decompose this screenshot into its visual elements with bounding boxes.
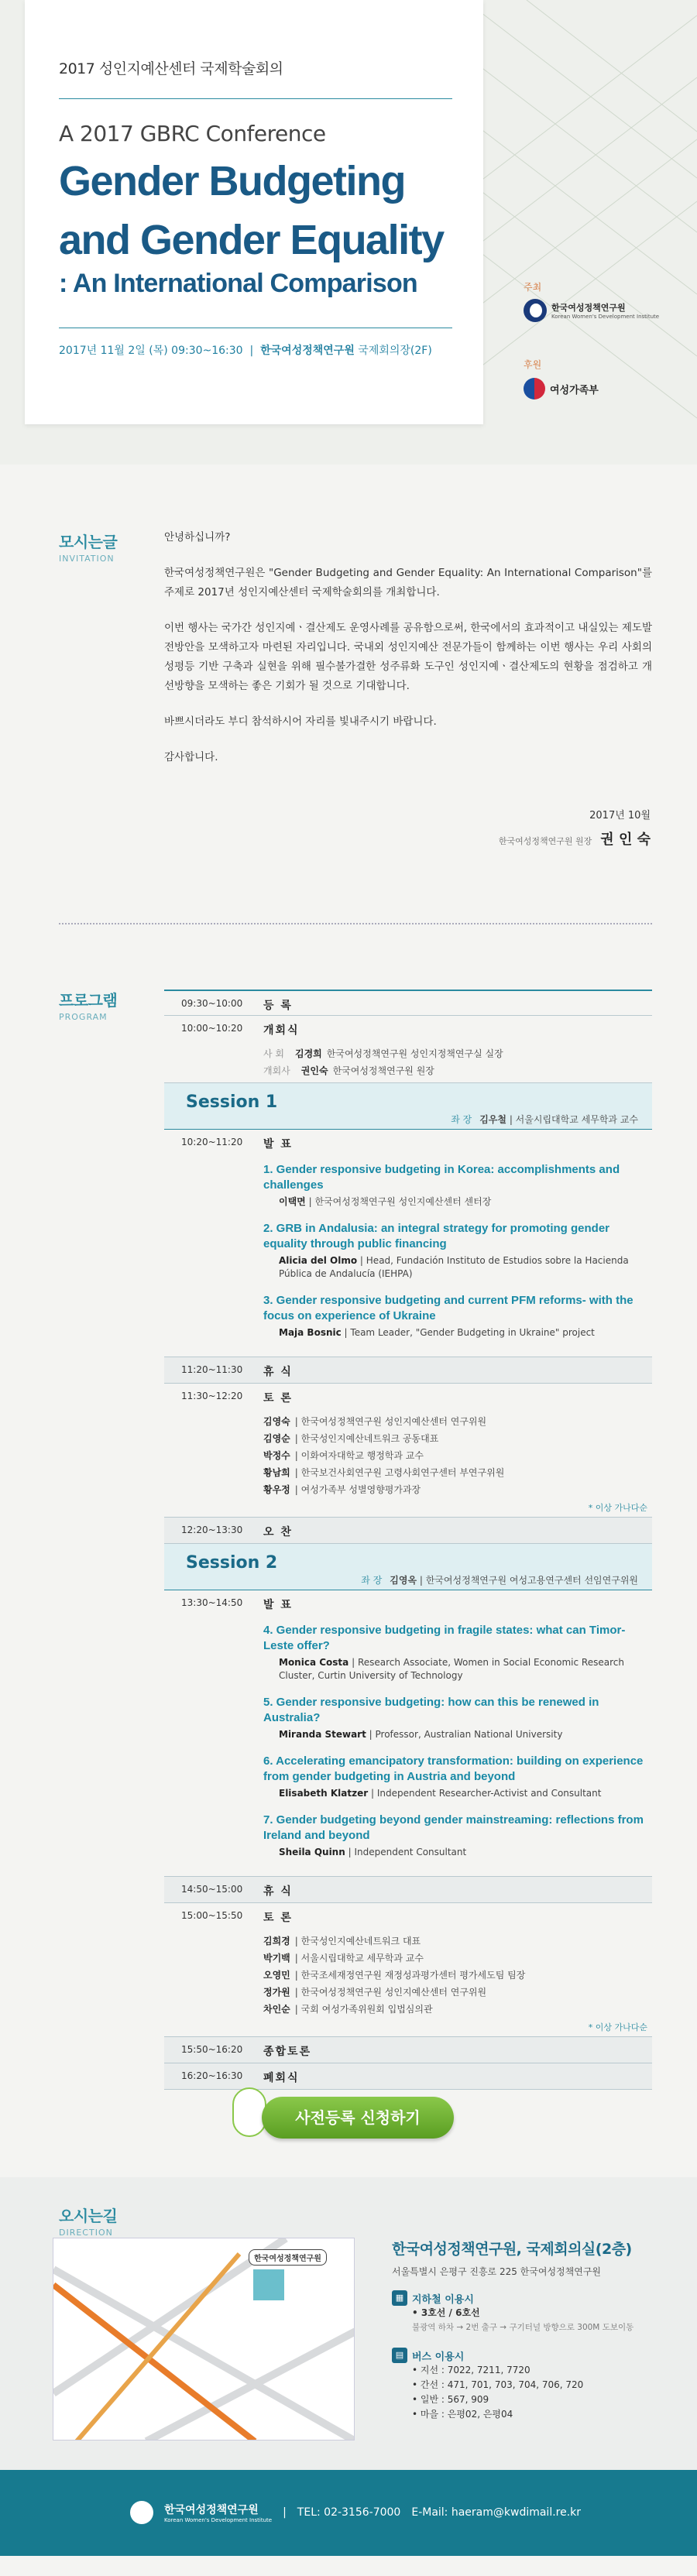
row-time: 10:20~11:20 — [181, 1137, 243, 1147]
person-name: 황남희 — [263, 1467, 290, 1478]
footer — [0, 2470, 697, 2556]
chair-affiliation: 서울시립대학교 세무학과 교수 — [515, 1114, 638, 1125]
paragraph-4: 감사합니다. — [164, 751, 218, 763]
bus-block — [392, 2348, 655, 2422]
program-section — [0, 926, 697, 2177]
separator: | — [283, 2506, 287, 2519]
hero-section — [0, 0, 697, 465]
row-time: 11:20~11:30 — [181, 1364, 243, 1375]
speaker-affiliation: 한국여성정책연구원 성인지예산센터 센터장 — [314, 1196, 492, 1207]
person-affiliation: 한국보건사회연구원 고령사회연구센터 부연구위원 — [300, 1467, 505, 1478]
talk-title: 4. Gender responsive budgeting in fragile states: what can Timor-Leste offer? — [263, 1624, 626, 1652]
direction-info — [392, 2238, 655, 2422]
person-name: 김경희 — [295, 1048, 322, 1059]
person-affiliation: 이화여자대학교 행정학과 교수 — [300, 1450, 424, 1461]
kwdi-logo-icon — [524, 299, 547, 322]
program-row — [164, 1903, 652, 1929]
discussant-row — [263, 1447, 652, 1464]
talk-title: 2. GRB in Andalusia: an integral strategy for promoting gender equality through public financing — [263, 1222, 609, 1250]
program-label — [59, 988, 117, 1022]
label-ko: 모시는글 — [59, 533, 118, 551]
paragraph-1: 한국여성정책연구원은 "Gender Budgeting and Gender Equality: An International Comparison"를 주제로 2017년 성인지예산센터 국제학술회의를 개최합니다. — [164, 567, 652, 599]
speaker-name: Alicia del Olmo — [279, 1255, 358, 1266]
person-affiliation: 한국여성정책연구원 원장 — [332, 1065, 434, 1076]
session-2-talks — [164, 1617, 652, 1877]
person-affiliation: 서울시립대학교 세무학과 교수 — [300, 1953, 424, 1964]
invitation-section — [0, 465, 697, 926]
speaker-name: Sheila Quinn — [279, 1847, 345, 1857]
discussant-row — [263, 1950, 652, 1967]
separator: | — [294, 1936, 301, 1947]
speaker-affiliation: Independent Consultant — [354, 1847, 467, 1857]
row-time: 14:50~15:00 — [181, 1884, 243, 1895]
hero-subtitle: 2017 성인지예산센터 국제학술회의 — [59, 60, 283, 77]
hero-eng-subtitle: A 2017 GBRC Conference — [59, 121, 326, 146]
paragraph-3: 바쁘시더라도 부디 참석하시어 자리를 빛내주시기 바랍니다. — [164, 715, 437, 728]
row-time: 15:00~15:50 — [181, 1910, 243, 1921]
session-1-talks — [164, 1156, 652, 1357]
sponsor-label: 후원 — [524, 359, 542, 370]
row-name: 토 론 — [263, 1392, 293, 1405]
program-row — [164, 1357, 652, 1384]
program-row — [164, 1384, 652, 1410]
person-affiliation: 한국성인지예산네트워크 대표 — [300, 1936, 421, 1947]
row-time: 10:00~10:20 — [181, 1023, 243, 1034]
row-name: 토 론 — [263, 1912, 293, 1924]
footer-org-en: Korean Women's Development Institute — [164, 2517, 273, 2523]
speaker-name: 이택면 — [279, 1196, 306, 1207]
direction-section — [0, 2177, 697, 2470]
row-name: 오 찬 — [263, 1526, 293, 1538]
title-line-2: and Gender Equality — [59, 217, 444, 263]
bus-heading: 버스 이용시 — [412, 2351, 465, 2363]
row-name: 폐회식 — [263, 2072, 300, 2084]
subway-heading: 지하철 이용시 — [412, 2293, 474, 2306]
separator: | — [294, 1484, 301, 1495]
person-row — [263, 1045, 652, 1062]
row-time: 13:30~14:50 — [181, 1597, 243, 1608]
bus-icon: ▤ — [392, 2348, 407, 2363]
person-name: 오영민 — [263, 1970, 290, 1981]
session-chair: 좌 장 김우철 | 서울시립대학교 세무학과 교수 — [451, 1114, 638, 1125]
speaker-name: Miranda Stewart — [279, 1729, 366, 1740]
signer-name: 권 인 숙 — [600, 832, 651, 848]
discussant-row — [263, 1464, 652, 1481]
speaker-affiliation: Head, Fundación Instituto de Estudios sobre la Hacienda Pública de Andalucía (IEHPA) — [279, 1255, 629, 1279]
subway-icon: ▦ — [392, 2290, 407, 2306]
footer-org: 한국여성정책연구원 — [164, 2504, 259, 2516]
opening-people — [164, 1042, 652, 1083]
session-title: Session 1 — [186, 1092, 278, 1112]
invitation-body — [164, 528, 652, 784]
subway-detail: 불광역 하차 → 2번 출구 → 구기터널 방향으로 300M 도보이동 — [412, 2323, 634, 2332]
taegeuk-logo-icon — [524, 378, 545, 400]
program-row — [164, 990, 652, 1016]
footer-content — [130, 2501, 581, 2524]
separator: | — [294, 1416, 301, 1427]
letter-date: 2017년 10월 — [589, 810, 651, 822]
talk-title: 5. Gender responsive budgeting: how can this be renewed in Australia? — [263, 1696, 599, 1724]
separator: | — [294, 1467, 301, 1478]
host-sub: Korean Women's Development Institute — [551, 314, 660, 320]
session-title: Session 2 — [186, 1553, 278, 1573]
bus-line: • 간선 : 471, 701, 703, 704, 706, 720 — [412, 2379, 584, 2390]
bus-line: • 일반 : 567, 909 — [412, 2394, 489, 2405]
venue-room: 국제회의장(2F) — [358, 345, 432, 357]
row-name: 개회식 — [263, 1024, 300, 1037]
host-name: 한국여성정책연구원 — [551, 303, 626, 313]
row-time: 12:20~13:30 — [181, 1525, 243, 1535]
person-affiliation: 여성가족부 성별영향평가과장 — [300, 1484, 421, 1495]
row-time: 09:30~10:00 — [181, 998, 243, 1009]
talk-item: 3. Gender responsive budgeting and current PFM reforms- with the focus on experience of Ukraine Maja Bosnic | Team Leader, "Gender Budgeting in Ukraine" project — [263, 1293, 644, 1339]
talk-item: 7. Gender budgeting beyond gender mainstreaming: reflections from Ireland and beyond Sheila Quinn | Independent Consultant — [263, 1813, 644, 1857]
hero-card — [25, 0, 483, 424]
chair-affiliation: 한국여성정책연구원 여성고용연구센터 선임연구위원 — [425, 1575, 638, 1586]
person-affiliation: 한국성인지예산네트워크 공동대표 — [300, 1433, 439, 1444]
kwdi-logo-icon — [130, 2501, 153, 2524]
discussants-1 — [164, 1410, 652, 1501]
chair-tag: 좌 장 — [451, 1114, 472, 1125]
direction-label — [59, 2204, 117, 2238]
program-table — [164, 990, 652, 2090]
speaker-name: Monica Costa — [279, 1657, 349, 1668]
bus-line: • 마을 : 은평02, 은평04 — [412, 2409, 513, 2420]
row-name: 휴 식 — [263, 1885, 293, 1898]
title-line-1: Gender Budgeting — [59, 158, 405, 204]
session-chair: 좌 장 김영옥 | 한국여성정책연구원 여성고용연구센터 선임연구위원 — [361, 1575, 638, 1586]
discussant-row — [263, 1430, 652, 1447]
signer-title: 한국여성정책연구원 원장 — [498, 836, 592, 846]
subway-lines: • 3호선 / 6호선 — [412, 2307, 480, 2318]
person-affiliation: 한국여성정책연구원 성인지정책연구실 실장 — [326, 1048, 503, 1059]
person-affiliation: 국회 여성가족위원회 입법심의관 — [300, 2004, 433, 2015]
talk-item: 1. Gender responsive budgeting in Korea: accomplishments and challenges 이택면 | 한국여성정책연구원 성인지예산센터 센터장 — [263, 1162, 644, 1209]
row-name: 종합토론 — [263, 2046, 312, 2058]
speaker-affiliation: Independent Researcher-Activist and Consultant — [376, 1788, 602, 1799]
talk-title: 7. Gender budgeting beyond gender mainstreaming: reflections from Ireland and beyond — [263, 1813, 644, 1842]
person-affiliation: 한국여성정책연구원 성인지예산센터 연구위원 — [300, 1987, 487, 1998]
discussant-row — [263, 2001, 652, 2018]
register-button[interactable]: 사전등록 신청하기 — [262, 2097, 454, 2139]
speaker-name: Elisabeth Klatzer — [279, 1788, 369, 1799]
person-name: 김희경 — [263, 1936, 290, 1947]
session-1-header — [164, 1083, 652, 1130]
paragraph-2: 이번 행사는 국가간 성인지예ㆍ결산제도 운영사례를 공유함으로써, 한국에서의 효과적이고 내실있는 제도발전방안을 모색하고자 마련된 자리입니다. 국내외 성인지예산 전문가들이 함께하는 이번 행사는 우리 사회의 성평등 기반 구축과 실현을 위해 필수불가결한 성주류화 도구인 성인지예ㆍ결산제도의 현황을 점검하고 개선방향을 모색하는 좋은 기회가 될 것으로 기대합니다. — [164, 622, 652, 692]
row-time: 15:50~16:20 — [181, 2044, 243, 2055]
row-name: 발 표 — [263, 1138, 293, 1151]
chair-tag: 좌 장 — [361, 1575, 383, 1586]
sponsor-name: 여성가족부 — [550, 384, 599, 396]
discussant-row — [263, 1481, 652, 1498]
talk-title: 6. Accelerating emancipatory transformation: building on experience from gender budgeting in Austria and beyond — [263, 1754, 644, 1783]
host-label: 주최 — [524, 282, 542, 293]
role-tag: 개회사 — [263, 1065, 290, 1076]
label-ko: 프로그램 — [59, 991, 118, 1010]
row-name: 등 록 — [263, 1000, 293, 1012]
row-time: 16:20~16:30 — [181, 2070, 243, 2081]
footer-email[interactable]: E-Mail: haeram@kwdimail.re.kr — [411, 2506, 582, 2519]
person-row — [263, 1062, 652, 1079]
program-row — [164, 1518, 652, 1544]
person-name: 정가원 — [263, 1987, 290, 1998]
speaker-affiliation: Research Associate, Women in Social Economic Research Cluster, Curtin University of Technology — [279, 1657, 624, 1681]
footer-tel: TEL: 02-3156-7000 — [297, 2506, 401, 2519]
program-row — [164, 2063, 652, 2090]
title-line-3: : An International Comparison — [59, 269, 417, 298]
person-affiliation: 한국여성정책연구원 성인지예산센터 연구위원 — [300, 1416, 487, 1427]
person-name: 차인순 — [263, 2004, 290, 2015]
discussant-row — [263, 1413, 652, 1430]
speaker-affiliation: Professor, Australian National University — [375, 1729, 563, 1740]
chair-name: 김우철 — [479, 1114, 506, 1125]
label-en: INVITATION — [59, 554, 115, 564]
venue-org: 한국여성정책연구원 — [260, 345, 355, 357]
label-ko: 오시는길 — [59, 2207, 118, 2225]
separator: | — [294, 1433, 301, 1444]
bus-line: • 지선 : 7022, 7211, 7720 — [412, 2365, 530, 2375]
role-tag: 사 회 — [263, 1048, 284, 1059]
event-date: 2017년 11월 2일 (목) 09:30~16:30 — [59, 345, 243, 357]
row-name: 휴 식 — [263, 1366, 293, 1378]
session-2-header — [164, 1544, 652, 1590]
host-logo — [524, 299, 659, 322]
greeting: 안녕하십니까? — [164, 531, 231, 544]
separator: | — [294, 1953, 301, 1964]
person-affiliation: 한국조세재정연구원 재정성과평가센터 평가세도팀 팀장 — [300, 1970, 526, 1981]
separator: | — [294, 1987, 301, 1998]
talk-item: 2. GRB in Andalusia: an integral strategy for promoting gender equality through public financing Alicia del Olmo | Head, Fundación Instituto de Estudios sobre la Hacienda Pública de Andalucía (IEHPA) — [263, 1221, 644, 1281]
map-building-label: 한국여성정책연구원 — [249, 2249, 327, 2266]
talk-item: 4. Gender responsive budgeting in fragile states: what can Timor-Leste offer? Monica Costa | Research Associate, Women in Social Economic Research Cluster, Curtin University of Technology — [263, 1623, 644, 1682]
row-name: 발 표 — [263, 1599, 293, 1611]
discussant-row — [263, 1967, 652, 1984]
discussants-2 — [164, 1929, 652, 2021]
person-name: 김영숙 — [263, 1416, 290, 1427]
program-row — [164, 2037, 652, 2063]
separator: | — [294, 1450, 301, 1461]
discussant-row — [263, 1933, 652, 1950]
label-en: DIRECTION — [59, 2228, 113, 2238]
signature — [499, 828, 651, 849]
talk-item: 5. Gender responsive budgeting: how can this be renewed in Australia? Miranda Stewart | Professor, Australian National University — [263, 1695, 644, 1741]
talk-item: 6. Accelerating emancipatory transformation: building on experience from gender budgeting in Austria and beyond Elisabeth Klatzer | Independent Researcher-Activist and Consultant — [263, 1754, 644, 1799]
discussant-row — [263, 1984, 652, 2001]
talk-title: 3. Gender responsive budgeting and current PFM reforms- with the focus on experience of Ukraine — [263, 1294, 633, 1322]
map-drawing — [53, 2238, 355, 2441]
program-row — [164, 1877, 652, 1903]
venue-name: 한국여성정책연구원, 국제회의실(2층) — [392, 2241, 632, 2258]
dotted-divider — [59, 923, 652, 924]
divider — [59, 98, 452, 99]
separator: | — [246, 345, 261, 357]
person-name: 박기백 — [263, 1953, 290, 1964]
separator: | — [294, 1970, 301, 1981]
chair-name: 김영옥 — [390, 1575, 417, 1586]
row-time: 11:30~12:20 — [181, 1391, 243, 1401]
person-name: 김영순 — [263, 1433, 290, 1444]
location-map[interactable] — [53, 2238, 355, 2441]
program-row — [164, 1130, 652, 1156]
alphabetical-note: * 이상 가나다순 — [164, 1501, 652, 1518]
label-en: PROGRAM — [59, 1012, 108, 1022]
speaker-name: Maja Bosnic — [279, 1327, 342, 1338]
speaker-affiliation: Team Leader, "Gender Budgeting in Ukraine" project — [350, 1327, 595, 1338]
program-row — [164, 1016, 652, 1042]
sponsor-logo — [524, 378, 599, 400]
talk-title: 1. Gender responsive budgeting in Korea: accomplishments and challenges — [263, 1163, 620, 1192]
building-icon — [253, 2269, 284, 2300]
person-name: 박정수 — [263, 1450, 290, 1461]
person-name: 권인숙 — [300, 1065, 328, 1076]
separator: | — [294, 2004, 301, 2015]
alphabetical-note: * 이상 가나다순 — [164, 2021, 652, 2037]
person-name: 황우정 — [263, 1484, 290, 1495]
invitation-label — [59, 530, 117, 564]
subway-block — [392, 2290, 655, 2335]
venue-address: 서울특별시 은평구 진흥로 225 한국여성정책연구원 — [392, 2266, 602, 2277]
mouse-icon — [232, 2087, 266, 2137]
program-row — [164, 1590, 652, 1617]
event-date-venue — [59, 342, 449, 358]
